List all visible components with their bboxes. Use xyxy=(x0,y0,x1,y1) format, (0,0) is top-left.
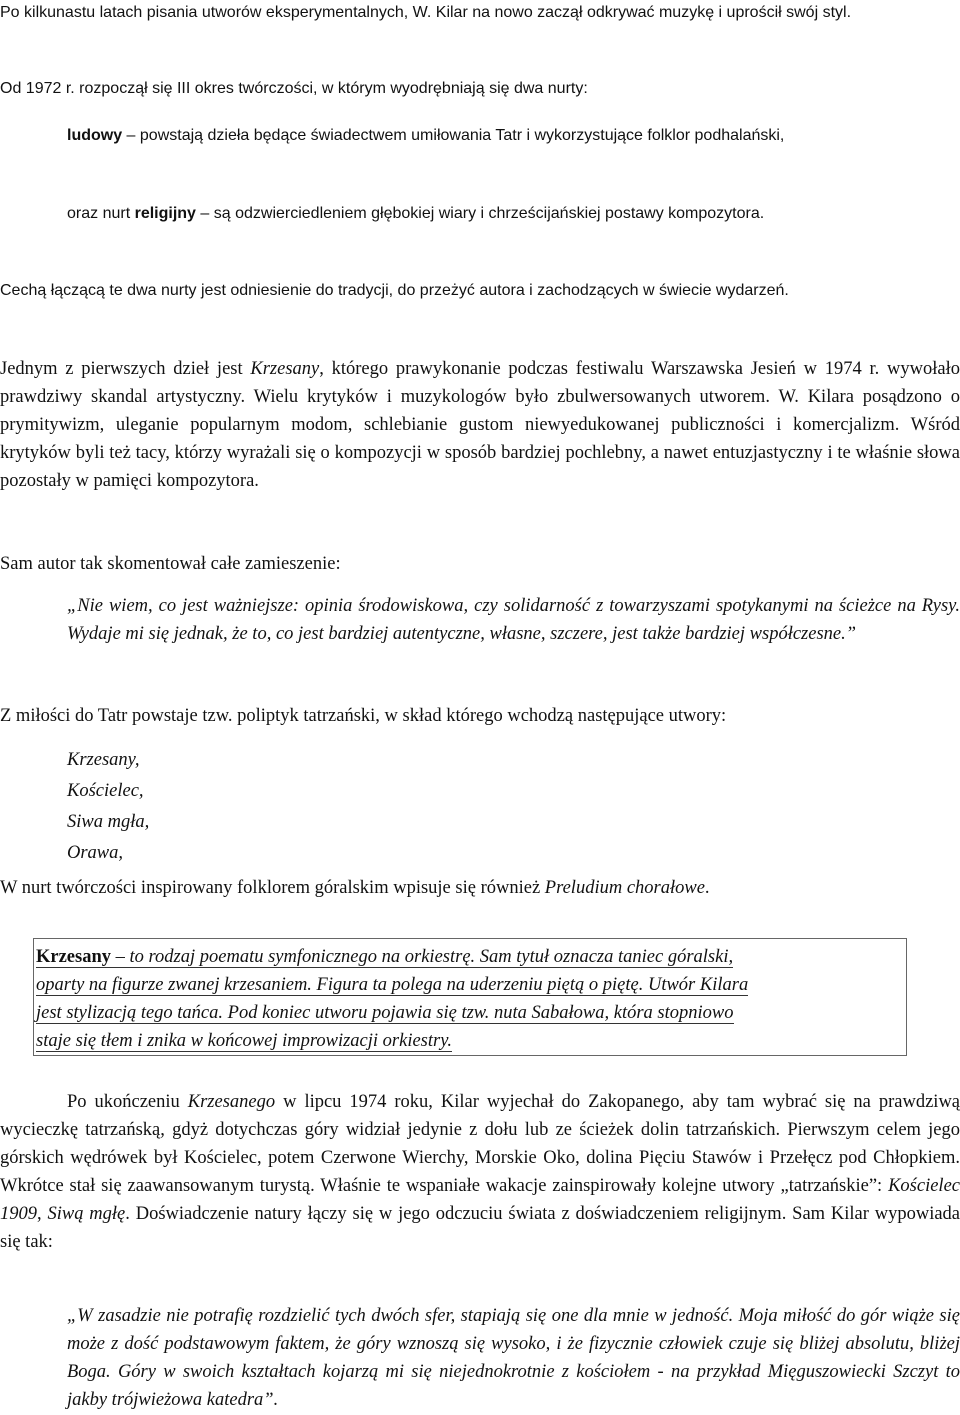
religijny-paragraph xyxy=(67,201,960,227)
preludium-post: . xyxy=(704,878,710,898)
preludium-pre: W nurt twórczości inspirowany folklorem góralskim wpisuje się również xyxy=(0,878,545,898)
zakopane-italic-2: Kościelec 1909 xyxy=(0,1176,960,1224)
ludowy-paragraph xyxy=(67,123,960,149)
poliptyk-paragraph: Z miłości do Tatr powstaje tzw. poliptyk tatrzański, w skład którego wchodzą następujące utwory: xyxy=(0,706,727,726)
box-term: Krzesany xyxy=(36,947,112,967)
box-line-2: oparty na figurze zwanej krzesaniem. Figura ta polega na uderzeniu piętą o piętę. Utwór Kilara xyxy=(36,975,749,995)
zakopane-italic-3: Siwą mgłę xyxy=(47,1204,126,1224)
zakopane-text-3: , xyxy=(37,1204,48,1224)
ludowy-term: ludowy xyxy=(67,127,123,144)
preludium-title: Preludium chorałowe xyxy=(544,878,705,898)
author-comment-intro: Sam autor tak skomentował całe zamieszenie: xyxy=(0,554,341,574)
zakopane-text-1: Po ukończeniu xyxy=(67,1092,188,1112)
quote-author: „Nie wiem, co jest ważniejsze: opinia środowiskowa, czy solidarność z towarzyszami spotykanymi na ścieżce na Rysy. Wydaje mi się jednak, że to, co jest bardziej autentyczne, własne, szczere, jest także bardziej współczesne.” xyxy=(67,596,960,644)
periods-paragraph: Od 1972 r. rozpoczął się III okres twórczości, w którym wyodrębniają się dwa nurty: xyxy=(0,80,588,97)
religijny-text: – są odzwierciedleniem głębokiej wiary i chrześcijańskiej postawy kompozytora. xyxy=(195,205,765,222)
preludium-paragraph xyxy=(0,874,960,902)
common-feature-paragraph: Cechą łączącą te dwa nurty jest odniesienie do tradycji, do przeżyć autora i zachodzących w świecie wydarzeń. xyxy=(0,282,789,299)
list-item: Kościelec, xyxy=(67,781,144,801)
intro-paragraph: Po kilkunastu latach pisania utworów eksperymentalnych, W. Kilar na nowo zaczął odkrywać muzykę i uprościł swój styl. xyxy=(0,4,852,21)
zakopane-italic-1: Krzesanego xyxy=(187,1092,276,1112)
krzesany-paragraph xyxy=(0,355,960,495)
krzesany-post: , którego prawykonanie podczas festiwalu Warszawska Jesień w 1974 r. wywołało prawdziwy skandal artystyczny. Wielu krytyków i muzykologów było zbulwersowanych utworem. W. Kilara posądzono o prymitywizm, uleganie popularnym modom, schlebianie gustom niewyedukowanej publiczności i komercjalizm. Wśród krytyków byli też tacy, którzy wyrażali się o kompozycji w sposób bardziej pochlebny, a nawet entuzjastyczny i te właśnie słowa pozostały w pamięci kompozytora. xyxy=(0,359,960,491)
list-item: Krzesany, xyxy=(67,750,140,770)
zakopane-text-4: . Doświadczenie natury łączy się w jego odczuciu świata z doświadczeniem religijnym. Sam Kilar wypowiada się tak: xyxy=(0,1204,960,1252)
box-line-1 xyxy=(36,943,904,971)
ludowy-text: – powstają dzieła będące świadectwem umiłowania Tatr i wykorzystujące folklor podhalański, xyxy=(122,127,785,144)
list-item: Siwa mgła, xyxy=(67,812,150,832)
religijny-pre: oraz nurt xyxy=(67,205,135,222)
krzesany-pre: Jednym z pierwszych dzieł jest xyxy=(0,359,251,379)
box-line-3: jest stylizacją tego tańca. Pod koniec utworu pojawia się tzw. nuta Sabałowa, która stopniowo xyxy=(36,1003,734,1023)
box-text-1: – to rodzaj poematu symfonicznego na orkiestrę. Sam tytuł oznacza taniec góralski, xyxy=(111,947,734,967)
list-item: Orawa, xyxy=(67,843,124,863)
religijny-term: religijny xyxy=(134,205,196,222)
zakopane-text-2: w lipcu 1974 roku, Kilar wyjechał do Zakopanego, aby tam wybrać się na prawdziwą wycieczkę tatrzańską, gdyż dotychczas góry widział jedynie z dołu lub ze ścieżek dolin tatrzańskich. Pierwszym celem jego górskich wędrówek był Kościelec, potem Czerwone Wierchy, Morskie Oko, dolina Pięciu Stawów i Przełęcz pod Chłopkiem. Wkrótce stał się zaawansowanym turystą. Właśnie te wspaniałe wakacje zainspirowały kolejne utwory „tatrzańskie”: xyxy=(0,1092,960,1196)
krzesany-title: Krzesany xyxy=(250,359,320,379)
zakopane-paragraph xyxy=(0,1088,960,1256)
box-line-4: staje się tłem i znika w końcowej improwizacji orkiestry. xyxy=(36,1031,453,1051)
krzesany-definition-box xyxy=(33,938,907,1056)
quote-mountains: „W zasadzie nie potrafię rozdzielić tych dwóch sfer, stapiają się one dla mnie w jedność. Moja miłość do gór wiąże się może z dość podstawowym faktem, że góry wznoszą się wysoko, i że fizycznie człowiek czuje się bliżej absolutu, bliżej Boga. Góry w swoich kształtach kojarzą mi się niejednokrotnie z kościołem - na przykład Mięguszowiecki Szczyt to jakby trójwieżowa katedra”. xyxy=(67,1306,960,1410)
works-list xyxy=(67,746,960,870)
